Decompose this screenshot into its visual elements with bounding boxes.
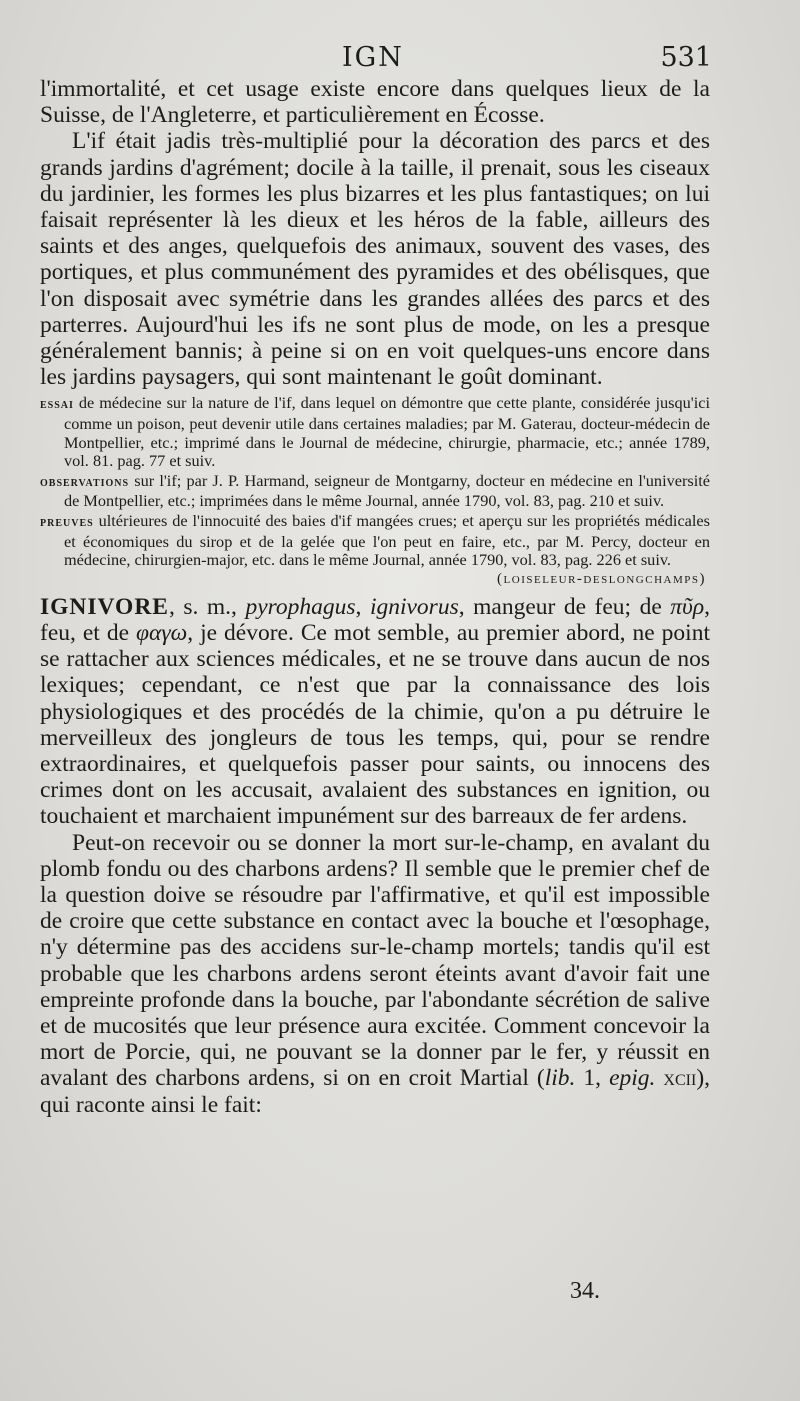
bibliography-text: ultérieures de l'innocuité des baies d'if mangées crues; et aperçu sur les propriétés médicales et économiques du sirop et de la gelée que l'on peut en faire, etc., par M. Percy, docteur en médecine, chirurgien-major, etc. dans le même Journal, année 1790, vol. 83, pag. 226 et suiv. — [64, 511, 710, 570]
paragraph-text: Peut-on recevoir ou se donner la mort sur-le-champ, en avalant du plomb fondu ou des charbons ardens? Il semble que le premier chef de la question doive se résoudre par l'affirmative, et qu'il est impossible de croire que cette substance en contact avec la bouche et l'œsophage, n'y détermine pas des accidens sur-le-champ mortels; tandis qu'il est probable que les charbons ardens seront éteints avant d'avoir fait une empreinte profonde dans la bouche, par l'abondante sécrétion de salive et de mucosités que leur présence aura excitée. Comment concevoir la mort de Porcie, qui, ne pouvant se la donner par le fer, y réussit en avalant des charbons ardens, si on en croit Martial ( — [40, 829, 710, 1092]
paragraph-yew-gardens: L'if était jadis très-multiplié pour la décoration des parcs et des grands jardins d'agrément; docile à la taille, il prenait, sous les ciseaux du jardinier, les formes les plus bizarres et les plus fantastiques; on lui faisait représenter là les dieux et les héros de la fable, ailleurs des saints et des anges, quelquefois des animaux, souvent des vases, des portiques, et plus communément des pyramides et des obélisques, que l'on disposait avec symétrie dans les grandes allées des parcs et des parterres. Aujourd'hui les ifs ne sont plus de mode, on les a presque généralement bannis; à peine si on en voit quelques-uns encore dans les jardins paysagers, qui sont maintenant le goût dominant. — [40, 128, 710, 391]
entry-definition: , je dévore. Ce mot semble, au premier abord, ne point se rattacher aux sciences médicales, et ne se trouve dans aucun de nos lexiques; cependant, ce n'est que par la connaissance des lois physiologiques et des procédés de la chimie, qu'on a pu détruire le merveilleux des jongleurs de tous les temps, qui, pour se rendre extraordinaires, et quelquefois passer pour saints, ou innocens des crimes dont on les accusait, avalaient des substances en ignition, ou touchaient et marchaient impunément sur des barreaux de fer ardens. — [40, 619, 710, 830]
running-head: IGN — [342, 42, 404, 73]
printer-signature-mark: 34. — [570, 1278, 600, 1304]
bibliography-text: de médecine sur la nature de l'if, dans lequel on démontre que cette plante, considérée jusqu'ici comme un poison, peut devenir utile dans certaines maladies; par M. Gaterau, docteur-médecin de Montpellier, etc.; imprimé dans le Journal de médecine, chirurgie, pharmacie, etc.; année 1789, vol. 81. pag. 77 et suiv. — [64, 393, 710, 471]
bibliography-entry — [40, 512, 710, 570]
entry-latin-term: ignivorus — [369, 593, 459, 620]
bibliography — [40, 394, 710, 569]
citation-epigram: epig. — [609, 1065, 656, 1092]
bibliography-label: observations — [40, 474, 130, 490]
entry-definition: , mangeur de feu; de — [458, 593, 671, 620]
page-header — [42, 42, 712, 78]
citation-text: 1, — [575, 1065, 610, 1092]
author-signature: (loiseleur-deslongchamps) — [497, 570, 706, 587]
dictionary-entry-ignivore — [40, 594, 710, 830]
paragraph-text: ), qui raconte ainsi le fait: — [40, 1065, 711, 1118]
entry-greek-term: πῦρ — [670, 593, 705, 620]
bibliography-label: essai — [40, 397, 74, 413]
bibliography-label: preuves — [40, 515, 94, 530]
citation-book: lib. — [544, 1065, 576, 1092]
entry-latin-term: pyrophagus — [245, 593, 356, 620]
entry-greek-term: φαγω — [136, 619, 188, 646]
bibliography-text: sur l'if; par J. P. Harmand, seigneur de Montgarny, docteur en médecine en l'université de Montpellier, etc.; imprimées dans le même Journal, année 1790, vol. 83, pag. 210 et suiv. — [64, 470, 710, 511]
bibliography-entry — [40, 472, 710, 511]
entry-grammar: , s. m., — [168, 593, 246, 620]
bibliography-entry — [40, 394, 710, 470]
paragraph-continuation: l'immortalité, et cet usage existe encore dans quelques lieux de la Suisse, de l'Angleterre, et particulièrement en Écosse. — [40, 76, 710, 129]
paragraph-porcia — [40, 830, 710, 1118]
entry-headword: IGNIVORE — [40, 593, 169, 620]
page-number: 531 — [660, 42, 712, 73]
entry-separator: , — [355, 593, 370, 620]
page-body — [40, 76, 710, 1118]
citation-number: xcii — [655, 1065, 697, 1092]
entry-definition: , feu, et de — [40, 593, 710, 646]
